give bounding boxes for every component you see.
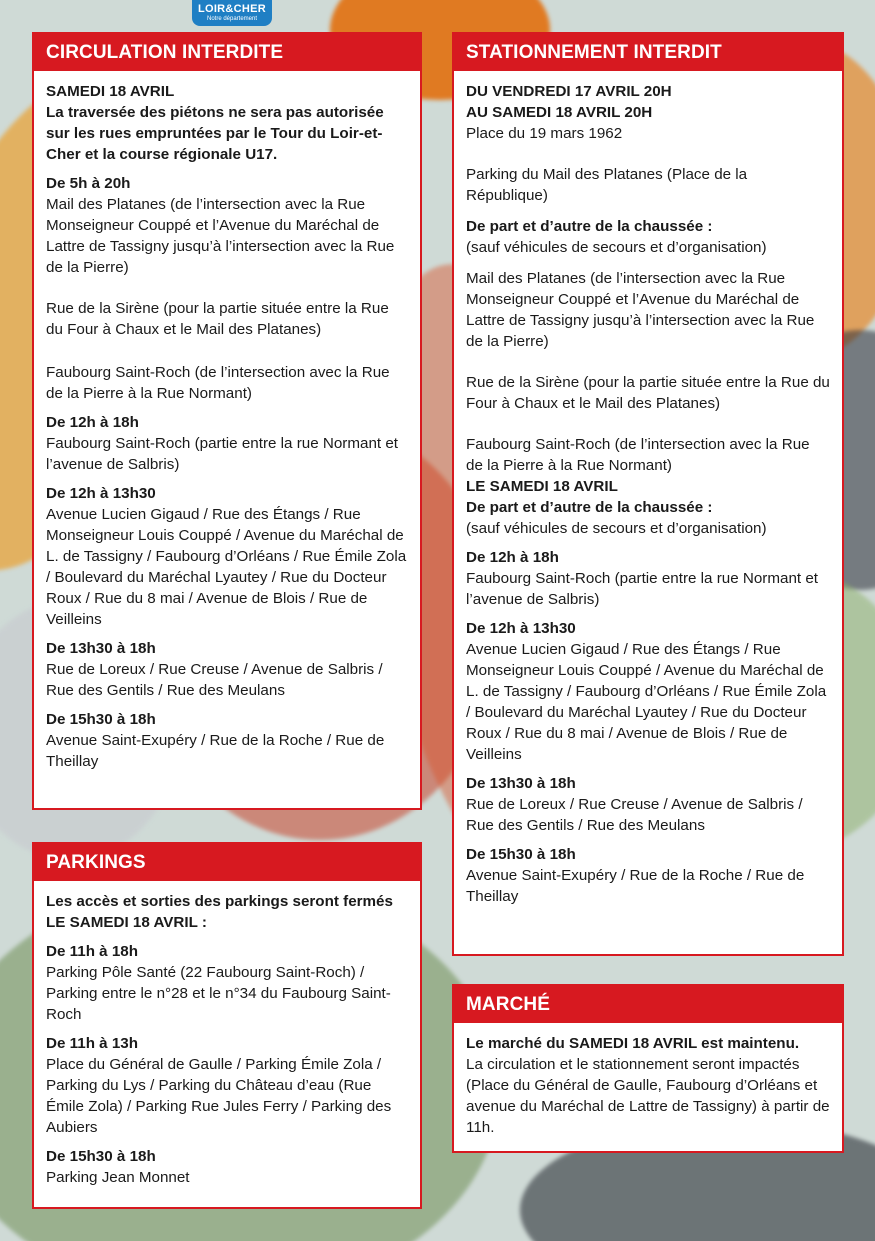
time-slot: De 12h à 13h30 bbox=[466, 620, 576, 637]
parking-list: Parking Pôle Santé (22 Faubourg Saint-Roch) / Parking entre le n°28 et le n°34 du Faubourg Saint-Roch bbox=[46, 964, 391, 1023]
time-slot: De 15h30 à 18h bbox=[466, 846, 576, 863]
parking-list: Parking Jean Monnet bbox=[46, 1169, 190, 1186]
street-list: Mail des Platanes (de l’intersection avec la Rue Monseigneur Couppé et l’Avenue du Maréchal de Lattre de Tassigny jusqu’à l’intersection avec la Rue de la Pierre) bbox=[466, 270, 815, 350]
street-list: Faubourg Saint-Roch (partie entre la rue Normant et l’avenue de Salbris) bbox=[46, 435, 399, 473]
place-item: Parking du Mail des Platanes (Place de la République) bbox=[466, 166, 748, 204]
marche-panel bbox=[452, 984, 844, 1153]
street-list: Faubourg Saint-Roch (de l’intersection avec la Rue de la Pierre à la Rue Normant) bbox=[46, 364, 390, 402]
circulation-panel bbox=[32, 32, 422, 810]
street-list: Avenue Saint-Exupéry / Rue de la Roche / Rue de Theillay bbox=[46, 732, 385, 770]
time-slot: De 12h à 18h bbox=[466, 549, 559, 566]
street-list: Avenue Lucien Gigaud / Rue des Étangs / Rue Monseigneur Louis Couppé / Avenue du Maréchal de L. de Tassigny / Faubourg d’Orléans / Rue Émile Zola / Boulevard du Maréchal Lyautey / Rue du Docteur Roux / Rue du 8 mai / Avenue de Blois / Rue de Veilleins bbox=[46, 506, 407, 628]
circulation-title: CIRCULATION INTERDITE bbox=[34, 34, 420, 71]
stationnement-date2: LE SAMEDI 18 AVRIL bbox=[466, 478, 618, 495]
street-list: Faubourg Saint-Roch (de l’intersection avec la Rue de la Pierre à la Rue Normant) bbox=[466, 436, 810, 474]
circulation-date: SAMEDI 18 AVRIL bbox=[46, 83, 175, 100]
street-list: Rue de la Sirène (pour la partie située entre la Rue du Four à Chaux et le Mail des Platanes) bbox=[46, 300, 389, 338]
time-slot: De 12h à 13h30 bbox=[46, 485, 156, 502]
marche-intro: Le marché du SAMEDI 18 AVRIL est maintenu. bbox=[466, 1035, 800, 1052]
street-list: Mail des Platanes (de l’intersection avec la Rue Monseigneur Couppé et l’Avenue du Maréchal de Lattre de Tassigny jusqu’à l’intersection avec la Rue de la Pierre) bbox=[46, 196, 395, 276]
street-list: Avenue Lucien Gigaud / Rue des Étangs / Rue Monseigneur Louis Couppé / Avenue du Maréchal de L. de Tassigny / Faubourg d’Orléans / Rue Émile Zola / Boulevard du Maréchal Lyautey / Rue du Docteur Roux / Rue du 8 mai / Avenue de Blois / Rue de Veilleins bbox=[466, 641, 827, 763]
street-list: Rue de Loreux / Rue Creuse / Avenue de Salbris / Rue des Gentils / Rue des Meulans bbox=[46, 661, 383, 699]
sides-title: De part et d’autre de la chaussée : bbox=[466, 218, 713, 235]
circulation-intro: La traversée des piétons ne sera pas autorisée sur les rues empruntées par le Tour du Loir-et-Cher et la course régionale U17. bbox=[46, 104, 384, 163]
marche-text: La circulation et le stationnement seront impactés (Place du Général de Gaulle, Faubourg d’Orléans et avenue du Maréchal de Lattre de Tassigny) à partir de 11h. bbox=[466, 1056, 830, 1136]
street-list: Rue de Loreux / Rue Creuse / Avenue de Salbris / Rue des Gentils / Rue des Meulans bbox=[466, 796, 803, 834]
sides-title: De part et d’autre de la chaussée : bbox=[466, 499, 713, 516]
parkings-panel bbox=[32, 842, 422, 1209]
department-logo: LOIR&CHER Notre département bbox=[192, 0, 272, 26]
stationnement-panel bbox=[452, 32, 844, 956]
street-list: Rue de la Sirène (pour la partie située entre la Rue du Four à Chaux et le Mail des Platanes) bbox=[466, 374, 830, 412]
stationnement-date-start: DU VENDREDI 17 AVRIL 20H bbox=[466, 83, 672, 100]
parking-list: Place du Général de Gaulle / Parking Émile Zola / Parking du Lys / Parking du Château d’eau (Rue Émile Zola) / Parking Rue Jules Ferry / Parking des Aubiers bbox=[46, 1056, 392, 1136]
parkings-title: PARKINGS bbox=[34, 844, 420, 881]
time-slot: De 12h à 18h bbox=[46, 414, 139, 431]
sides-note: (sauf véhicules de secours et d’organisation) bbox=[466, 520, 767, 537]
time-slot: De 13h30 à 18h bbox=[46, 640, 156, 657]
time-slot: De 11h à 13h bbox=[46, 1035, 139, 1052]
sides-note: (sauf véhicules de secours et d’organisation) bbox=[466, 239, 767, 256]
time-slot: De 15h30 à 18h bbox=[46, 1148, 156, 1165]
time-slot: De 13h30 à 18h bbox=[466, 775, 576, 792]
stationnement-title: STATIONNEMENT INTERDIT bbox=[454, 34, 842, 71]
marche-title: MARCHÉ bbox=[454, 986, 842, 1023]
parkings-intro: Les accès et sorties des parkings seront fermés LE SAMEDI 18 AVRIL : bbox=[46, 893, 393, 931]
street-list: Faubourg Saint-Roch (partie entre la rue Normant et l’avenue de Salbris) bbox=[466, 570, 819, 608]
street-list: Avenue Saint-Exupéry / Rue de la Roche / Rue de Theillay bbox=[466, 867, 805, 905]
time-slot: De 5h à 20h bbox=[46, 175, 131, 192]
stationnement-date-end: AU SAMEDI 18 AVRIL 20H bbox=[466, 104, 653, 121]
place-item: Place du 19 mars 1962 bbox=[466, 125, 623, 142]
time-slot: De 15h30 à 18h bbox=[46, 711, 156, 728]
time-slot: De 11h à 18h bbox=[46, 943, 139, 960]
